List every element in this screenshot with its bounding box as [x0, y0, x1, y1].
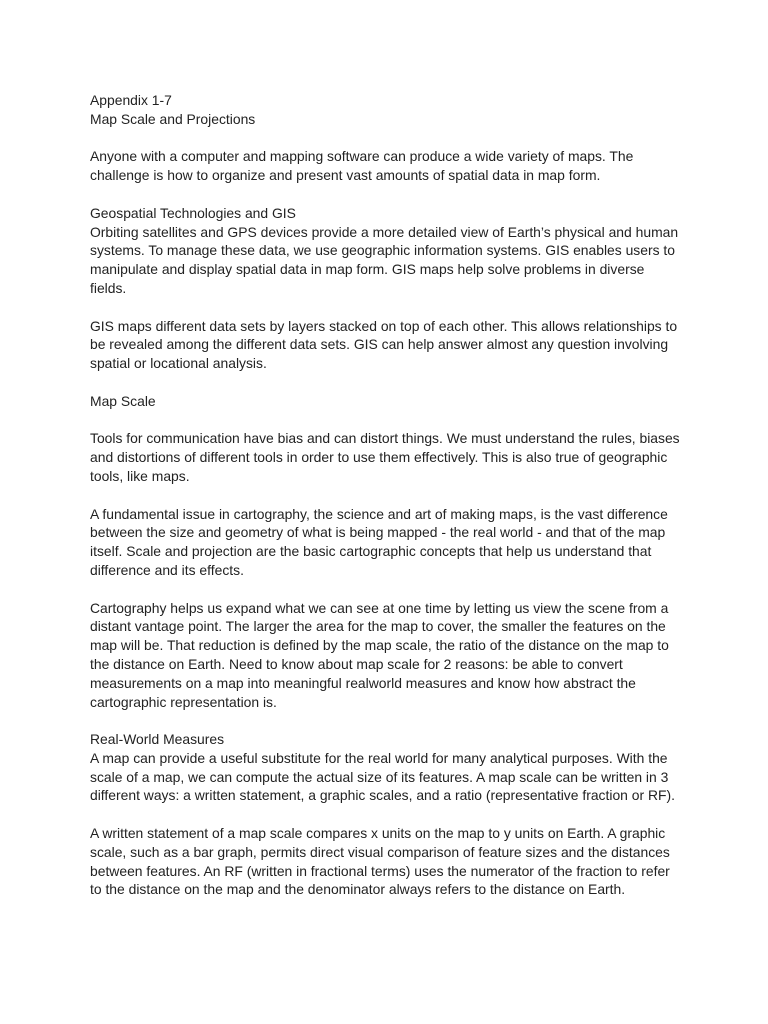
section-heading-real-world: Real-World Measures	[90, 731, 225, 748]
map-scale-paragraph-3	[90, 599, 690, 712]
text-line: A map can provide a useful substitute for the real world for many analytical purposes. With the	[90, 749, 668, 766]
text-line: Cartography helps us expand what we can see at one time by letting us view the scene from a	[90, 599, 669, 616]
text-line: spatial or locational analysis.	[90, 355, 267, 372]
text-line: scale, such as a bar graph, permits direct visual comparison of feature sizes and the distances	[90, 843, 670, 860]
gis-layers-paragraph	[90, 317, 690, 373]
text-line: measurements on a map into meaningful realworld measures and know how abstract the	[90, 674, 636, 691]
text-line: A fundamental issue in cartography, the science and art of making maps, is the vast difference	[90, 505, 668, 522]
text-line: different ways: a written statement, a graphic scales, and a ratio (representative fraction or RF).	[90, 787, 675, 804]
map-scale-heading-block	[90, 392, 690, 411]
real-world-section	[90, 730, 690, 805]
written-statement-paragraph	[90, 824, 690, 899]
text-line: A written statement of a map scale compares x units on the map to y units on Earth. A graphic	[90, 825, 666, 842]
appendix-label: Appendix 1-7	[90, 92, 172, 108]
section-heading-geospatial: Geospatial Technologies and GIS	[90, 204, 296, 221]
text-line: Orbiting satellites and GPS devices provide a more detailed view of Earth’s physical and human	[90, 223, 679, 240]
text-line: be revealed among the different data sets. GIS can help answer almost any question involving	[90, 336, 669, 353]
text-line: fields.	[90, 279, 127, 296]
document-page	[90, 91, 690, 899]
text-line: the distance on Earth. Need to know about map scale for 2 reasons: be able to convert	[90, 655, 623, 672]
map-scale-paragraph-2	[90, 505, 690, 580]
section-heading-map-scale: Map Scale	[90, 392, 156, 409]
text-line: to the distance on the map and the denominator always refers to the distance on Earth.	[90, 881, 626, 898]
map-scale-paragraph-1	[90, 429, 690, 485]
document-title: Map Scale and Projections	[90, 110, 256, 127]
text-line: challenge is how to organize and present vast amounts of spatial data in map form.	[90, 167, 601, 184]
text-line: between the size and geometry of what is being mapped - the real world - and that of the map	[90, 524, 666, 541]
geospatial-section	[90, 204, 690, 298]
text-line: Anyone with a computer and mapping software can produce a wide variety of maps. The	[90, 148, 634, 165]
document-header	[90, 91, 690, 129]
text-line: manipulate and display spatial data in map form. GIS maps help solve problems in diverse	[90, 261, 645, 278]
text-line: Tools for communication have bias and can distort things. We must understand the rules, biases	[90, 430, 680, 447]
text-line: itself. Scale and projection are the basic cartographic concepts that help us understand that	[90, 543, 652, 560]
text-line: difference and its effects.	[90, 561, 244, 578]
text-line: cartographic representation is.	[90, 693, 277, 710]
intro-paragraph	[90, 147, 690, 185]
text-line: GIS maps different data sets by layers stacked on top of each other. This allows relationships to	[90, 317, 678, 334]
text-line: between features. An RF (written in fractional terms) uses the numerator of the fraction to refer	[90, 862, 670, 879]
text-line: scale of a map, we can compute the actual size of its features. A map scale can be written in 3	[90, 768, 669, 785]
text-line: and distortions of different tools in order to use them effectively. This is also true of geographic	[90, 449, 668, 466]
text-line: distant vantage point. The larger the area for the map to cover, the smaller the features on the	[90, 618, 666, 635]
text-line: map will be. That reduction is defined by the map scale, the ratio of the distance on the map to	[90, 637, 669, 654]
text-line: tools, like maps.	[90, 467, 190, 484]
text-line: systems. To manage these data, we use geographic information systems. GIS enables users to	[90, 242, 675, 259]
